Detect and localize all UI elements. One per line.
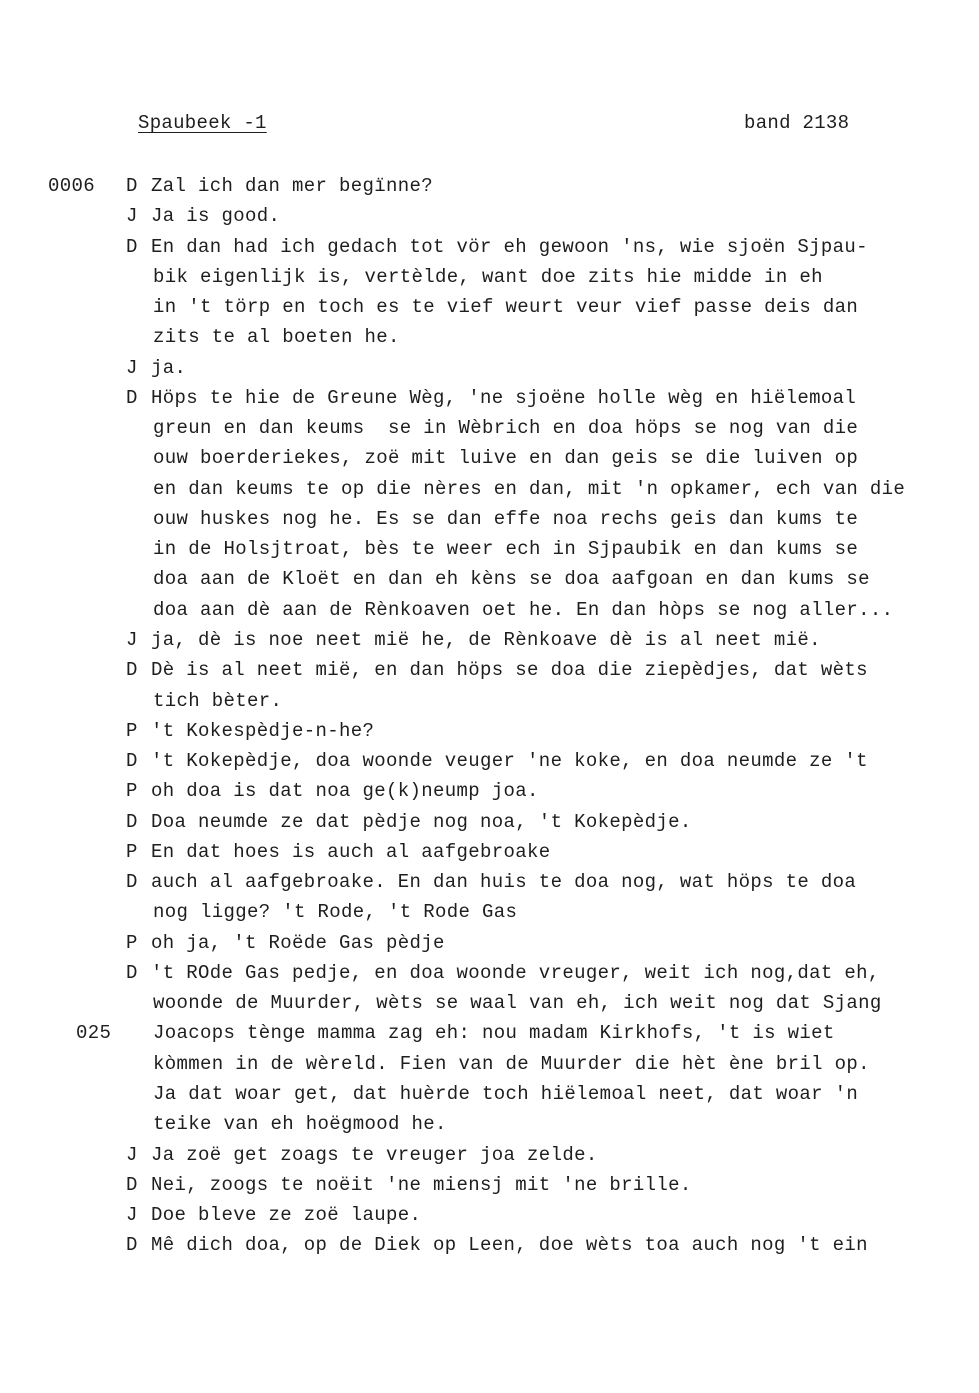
speaker-label: D (126, 871, 138, 894)
line-text: Zal ich dan mer begïnne? (151, 175, 434, 197)
line-text: auch al aafgebroake. En dan huis te doa nog, wat höps te doa (151, 871, 857, 894)
transcript-line (0, 474, 979, 504)
line-text: ouw boerderiekes, zoë mit luive en dan geis se die luiven op (153, 447, 859, 470)
transcript-line (0, 262, 979, 292)
transcript-line (0, 1109, 979, 1139)
speaker-label: J (126, 628, 138, 651)
transcript-line (0, 807, 979, 837)
speaker-label: D (126, 1234, 138, 1257)
transcript-line (0, 746, 979, 776)
transcript-line (0, 958, 979, 988)
speaker-label: D (126, 235, 138, 258)
speaker-label: J (126, 356, 138, 379)
speaker-label: P (126, 931, 138, 954)
transcript-line (0, 1140, 979, 1170)
speaker-label: P (126, 719, 138, 742)
speaker-label: D (126, 961, 138, 984)
speaker-label: D (126, 175, 138, 197)
line-text: oh ja, 't Roëde Gas pèdje (151, 931, 445, 954)
transcript-line (0, 867, 979, 897)
line-text: greun en dan keums se in Wèbrich en doa höps se nog van die (153, 417, 859, 440)
speaker-label: D (126, 386, 138, 409)
line-number: 0006 (48, 175, 96, 197)
line-text: ja, dè is noe neet mië he, de Rènkoave dè is al neet mië. (151, 628, 821, 651)
line-text: doa aan de Kloët en dan eh kèns se doa aafgoan en dan kums se (153, 568, 870, 591)
band-number: band 2138 (744, 112, 850, 134)
transcript-line (0, 625, 979, 655)
line-text: Doe bleve ze zoë laupe. (151, 1204, 422, 1227)
transcript-line (0, 564, 979, 594)
transcript-line (0, 413, 979, 443)
speaker-label: J (126, 1204, 138, 1227)
transcript-line (0, 1018, 979, 1048)
line-text: bik eigenlijk is, vertèlde, want doe zits hie midde in eh (153, 265, 823, 288)
transcript-line (0, 1200, 979, 1230)
line-text: Mê dich doa, op de Diek op Leen, doe wèts toa auch nog 't ein (151, 1234, 868, 1257)
transcript-line (0, 716, 979, 746)
line-text: 't Kokepèdje, doa woonde veuger 'ne koke, en doa neumde ze 't (151, 750, 868, 773)
line-text: kòmmen in de wèreld. Fien van de Muurder die hèt ène bril op. (153, 1052, 870, 1075)
transcript-line (0, 837, 979, 867)
speaker-label: J (126, 1143, 138, 1166)
transcript-body (0, 171, 979, 1261)
line-text: tich bèter. (153, 689, 283, 712)
speaker-label: D (126, 659, 138, 682)
line-text: en dan keums te op die nères en dan, mit 'n opkamer, ech van die (153, 477, 906, 500)
line-text: woonde de Muurder, wèts se waal van eh, ich weit nog dat Sjang (153, 992, 882, 1015)
transcript-line (0, 928, 979, 958)
transcript-line (0, 686, 979, 716)
transcript-line (0, 595, 979, 625)
line-text: ja. (151, 356, 187, 379)
transcript-line (0, 353, 979, 383)
transcript-line (0, 1049, 979, 1079)
speaker-label: P (126, 840, 138, 863)
line-text: Doa neumde ze dat pèdje nog noa, 't Kokepèdje. (151, 810, 692, 833)
document-title: Spaubeek -1 (138, 112, 267, 134)
line-text: En dan had ich gedach tot vör eh gewoon 'ns, wie sjoën Sjpau- (151, 235, 868, 258)
transcript-line (0, 292, 979, 322)
line-text: 't ROde Gas pedje, en doa woonde vreuger, weit ich nog,dat eh, (151, 961, 880, 984)
line-text: ouw huskes nog he. Es se dan effe noa rechs geis dan kums te (153, 507, 859, 530)
line-text: nog ligge? 't Rode, 't Rode Gas (153, 901, 518, 924)
speaker-label: D (126, 810, 138, 833)
transcript-line (0, 988, 979, 1018)
line-text: En dat hoes is auch al aafgebroake (151, 840, 551, 863)
line-text: doa aan dè aan de Rènkoaven oet he. En dan hòps se nog aller... (153, 598, 894, 621)
line-number: 025 (76, 1022, 112, 1045)
line-text: in de Holsjtroat, bès te weer ech in Sjpaubik en dan kums se (153, 538, 859, 561)
transcript-line (0, 171, 979, 201)
line-text: 't Kokespèdje-n-he? (151, 719, 375, 742)
line-text: Ja dat woar get, dat huèrde toch hiëlemoal neet, dat woar 'n (153, 1082, 859, 1105)
transcript-line (0, 201, 979, 231)
transcript-line (0, 1230, 979, 1260)
transcript-line (0, 504, 979, 534)
transcript-line (0, 232, 979, 262)
line-text: teike van eh hoëgmood he. (153, 1113, 447, 1136)
line-text: Ja zoë get zoags te vreuger joa zelde. (151, 1143, 598, 1166)
transcript-line (0, 534, 979, 564)
speaker-label: P (126, 780, 138, 803)
line-text: zits te al boeten he. (153, 326, 400, 349)
transcript-line (0, 1170, 979, 1200)
line-text: Joacops tènge mamma zag eh: nou madam Kirkhofs, 't is wiet (153, 1022, 835, 1045)
line-text: oh doa is dat noa ge(k)neump joa. (151, 780, 539, 803)
line-text: Nei, zoogs te noëit 'ne miensj mit 'ne brille. (151, 1173, 692, 1196)
transcript-line (0, 322, 979, 352)
transcript-line (0, 1079, 979, 1109)
speaker-label: D (126, 750, 138, 773)
transcript-line (0, 776, 979, 806)
transcript-line (0, 655, 979, 685)
transcript-line (0, 443, 979, 473)
transcript-line (0, 897, 979, 927)
line-text: Ja is good. (151, 205, 281, 228)
transcript-line (0, 383, 979, 413)
speaker-label: J (126, 205, 138, 228)
line-text: Dè is al neet mië, en dan höps se doa die ziepèdjes, dat wèts (151, 659, 868, 682)
line-text: in 't törp en toch es te vief weurt veur vief passe deis dan (153, 296, 859, 319)
line-text: Höps te hie de Greune Wèg, 'ne sjoëne holle wèg en hiëlemoal (151, 386, 857, 409)
speaker-label: D (126, 1173, 138, 1196)
